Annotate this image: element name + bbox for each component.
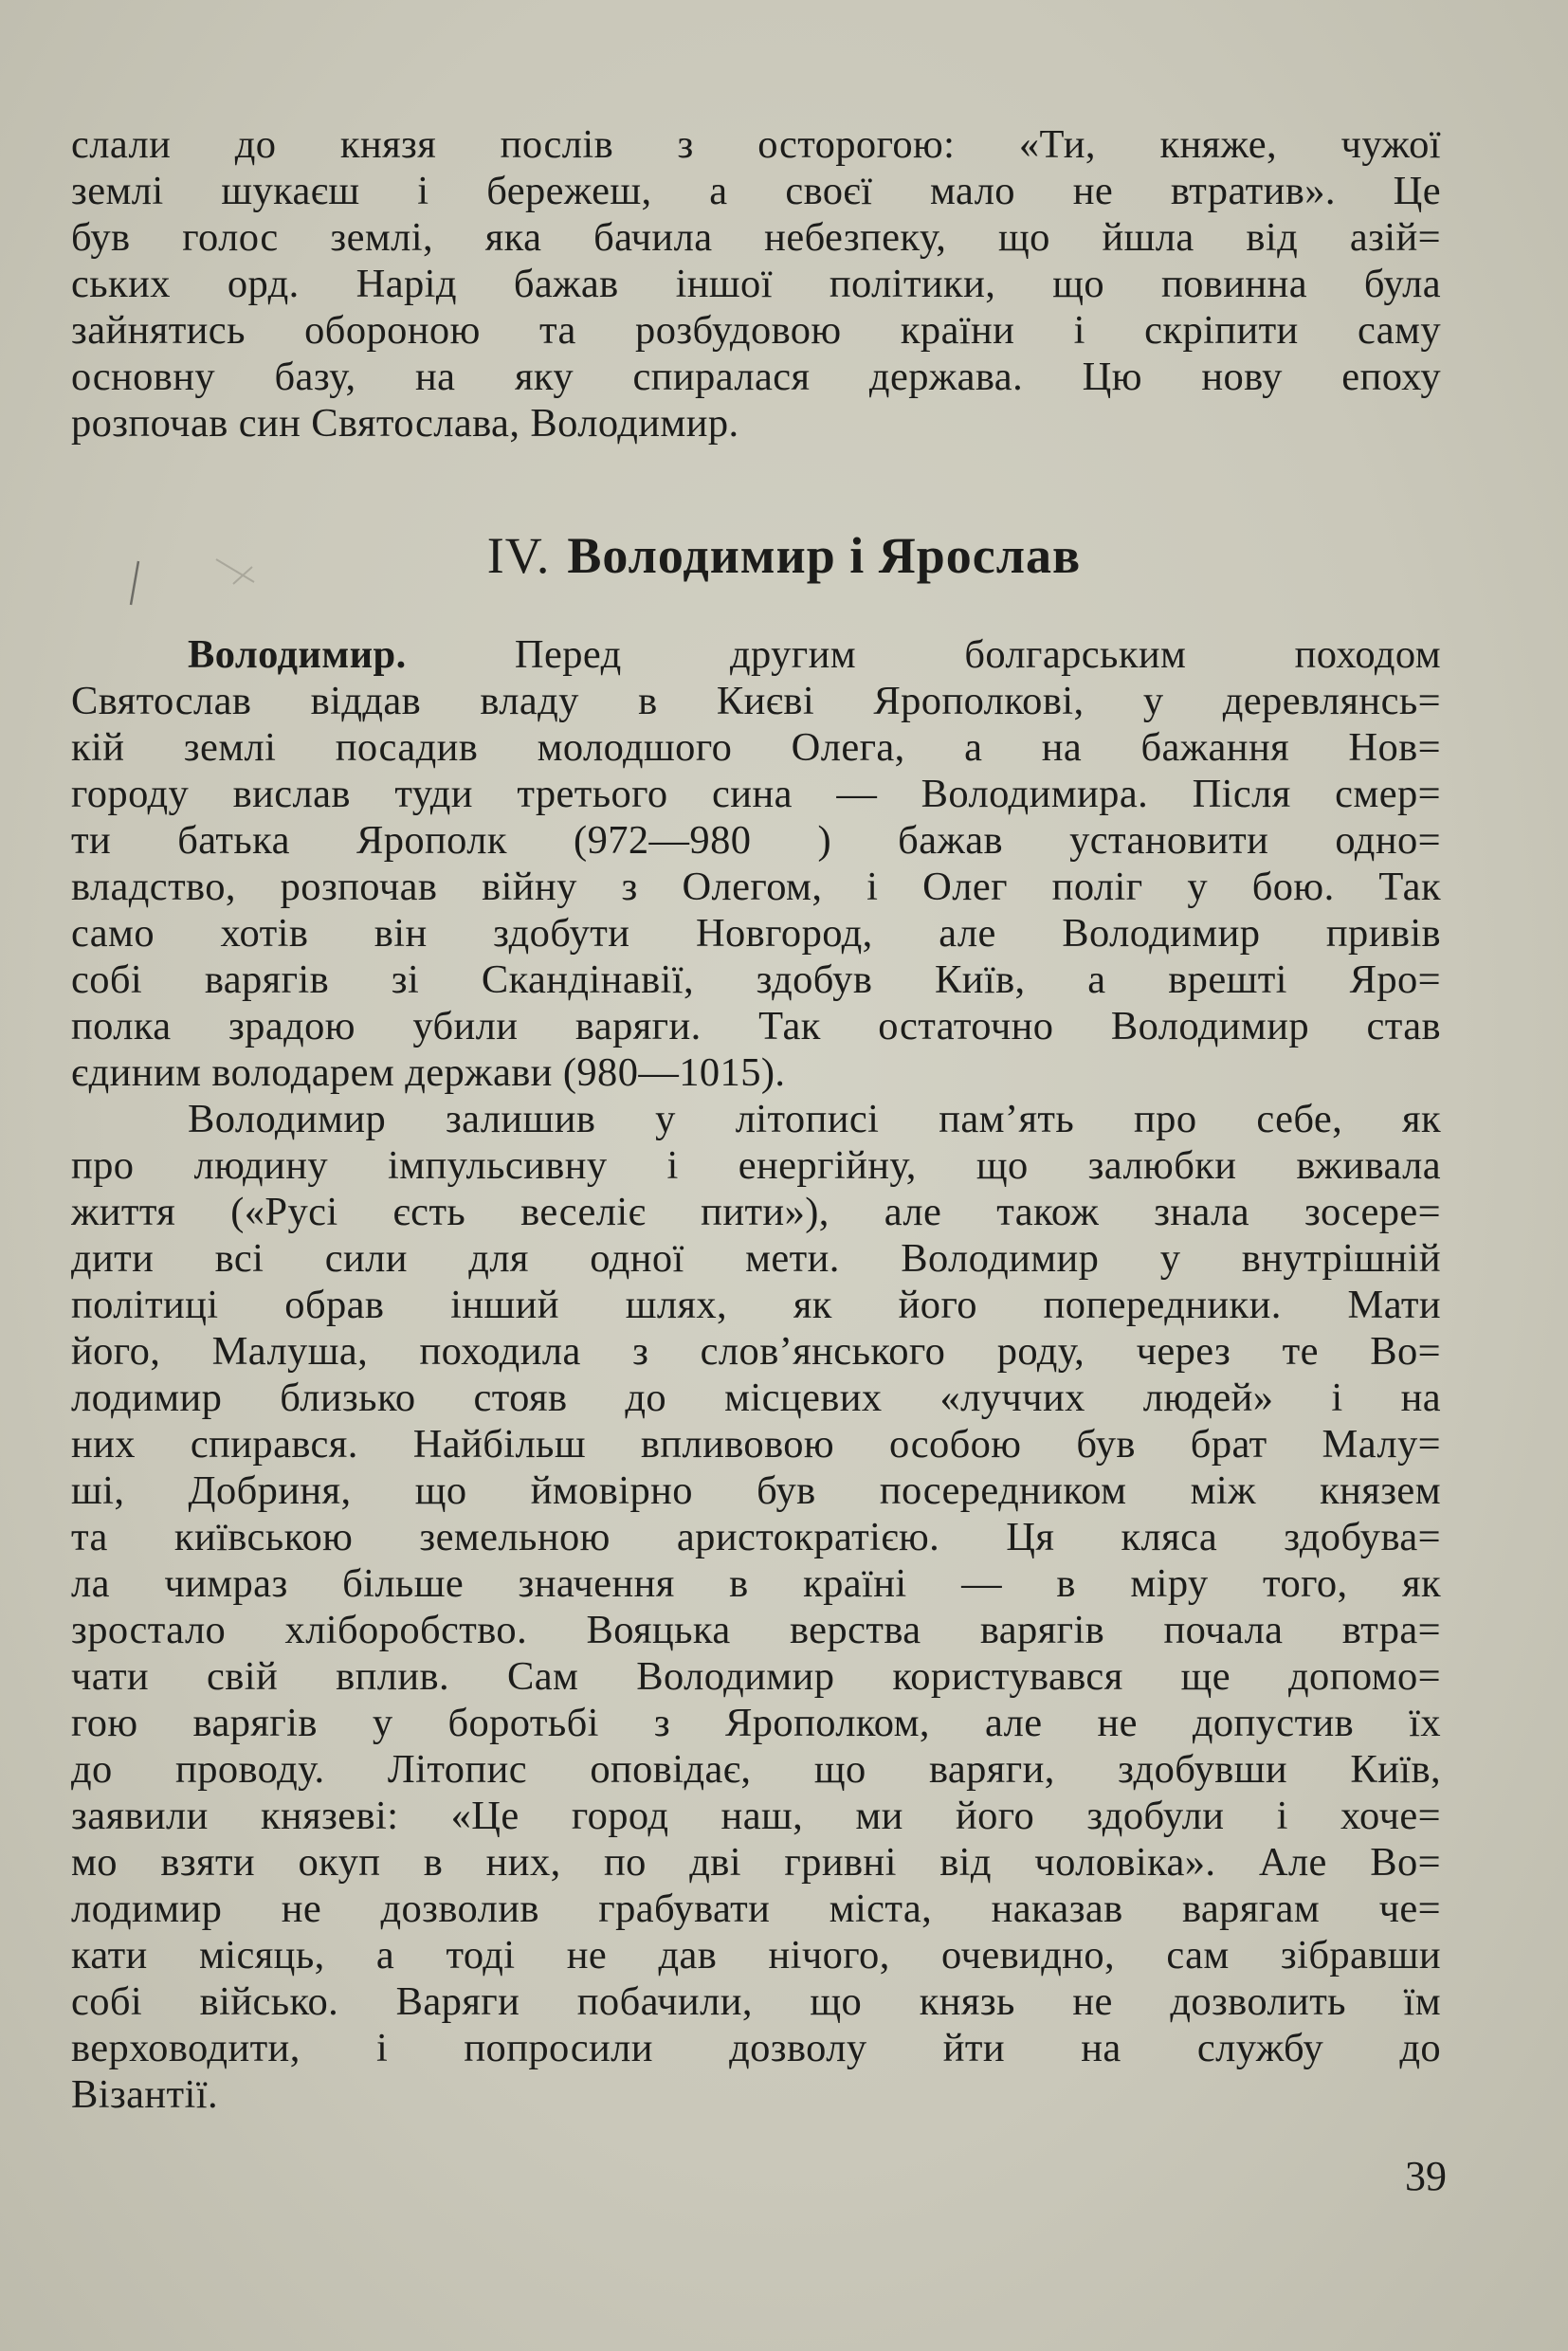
text-line: кати місяць, а тоді не дав нічого, очевидно, сам зібравши	[71, 1933, 1441, 1977]
text-line: чати свій вплив. Сам Володимир користувався ще допомо=	[71, 1654, 1441, 1699]
page-number: 39	[1405, 2153, 1447, 2199]
text-line: кій землі посадив молодшого Олега, а на бажання Нов=	[71, 725, 1441, 770]
text-line: політиці обрав інший шлях, як його попередники. Мати	[71, 1283, 1441, 1327]
text-line: зростало хліборобство. Вояцька верства варягів почала втра=	[71, 1608, 1441, 1652]
text-line: розпочав син Святослава, Володимир.	[71, 401, 739, 446]
text-line: слали до князя послів з осторогою: «Ти, княже, чужої	[71, 122, 1441, 167]
text-line: до проводу. Літопис оповідає, що варяги, здобувши Київ,	[71, 1747, 1441, 1792]
text-line: зайнятись обороною та розбудовою країни і скріпити саму	[71, 308, 1441, 353]
text-line: Святослав віддав владу в Києві Ярополкові, у деревлянсь=	[71, 679, 1441, 723]
text-line	[71, 631, 1441, 678]
run-in-heading: Володимир.	[188, 632, 407, 677]
text-line: ти батька Ярополк (972—980 ) бажав установити одно=	[71, 818, 1441, 863]
section-paragraph-2	[71, 1096, 1441, 2118]
text-line: ші, Добриня, що ймовірно був посередником між князем	[71, 1468, 1441, 1513]
text-line: та київською земельною аристократією. Ця кляса здобува=	[71, 1515, 1441, 1559]
text-line: ських орд. Нарід бажав іншої політики, що повинна була	[71, 262, 1441, 306]
section-paragraph-1	[71, 631, 1441, 1096]
text-line: землі шукаєш і бережеш, а своєї мало не втратив». Це	[71, 169, 1441, 213]
text-line: його, Малуша, походила з слов’янського роду, через те Во=	[71, 1329, 1441, 1374]
text-line: городу вислав туди третього сина — Володимира. Після смер=	[71, 772, 1441, 816]
text-line: лодимир не дозволив грабувати міста, наказав варягам че=	[71, 1886, 1441, 1931]
text-line: дити всі сили для одної мети. Володимир у внутрішній	[71, 1236, 1441, 1281]
chapter-title: Володимир і Ярослав	[567, 527, 1082, 584]
text-line: лодимир близько стояв до місцевих «луччих людей» і на	[71, 1376, 1441, 1420]
text-line: Володимир залишив у літописі пам’ять про себе, як	[188, 1097, 1441, 1141]
text-line: був голос землі, яка бачила небезпеку, що йшла від азій=	[71, 215, 1441, 260]
intro-paragraph	[71, 121, 1441, 447]
text-fragment: Перед другим болгарським походом	[514, 632, 1441, 677]
text-line: владство, розпочав війну з Олегом, і Олег поліг у бою. Так	[71, 865, 1441, 909]
text-line: гою варягів у боротьбі з Ярополком, але не допустив їх	[71, 1701, 1441, 1745]
text-line: основну базу, на яку спиралася держава. Цю нову епоху	[71, 355, 1441, 399]
text-line: заявили князеві: «Це город наш, ми його здобули і хоче=	[71, 1794, 1441, 1838]
text-line: мо взяти окуп в них, по дві гривні від чоловіка». Але Во=	[71, 1840, 1441, 1885]
text-line: них спирався. Найбільш впливовою особою був брат Малу=	[71, 1422, 1441, 1467]
text-line: верховодити, і попросили дозволу йти на службу до	[71, 2026, 1441, 2070]
text-line: собі військо. Варяги побачили, що князь не дозволить їм	[71, 1979, 1441, 2024]
text-line: само хотів він здобути Новгород, але Володимир привів	[71, 911, 1441, 956]
text-line: ла чимраз більше значення в країні — в міру того, як	[71, 1561, 1441, 1606]
chapter-heading	[0, 526, 1568, 585]
text-line: полка зрадою убили варяги. Так остаточно Володимир став	[71, 1004, 1441, 1048]
text-line: Візантії.	[71, 2072, 218, 2117]
text-line: життя («Русі єсть веселіє пити»), але також знала зосере=	[71, 1190, 1441, 1234]
chapter-numeral: IV.	[486, 527, 551, 584]
text-line: собі варягів зі Скандінавії, здобув Київ, а врешті Яро=	[71, 957, 1441, 1002]
text-line: єдиним володарем держави (980—1015).	[71, 1050, 786, 1095]
text-line: про людину імпульсивну і енергійну, що залюбки вживала	[71, 1143, 1441, 1188]
